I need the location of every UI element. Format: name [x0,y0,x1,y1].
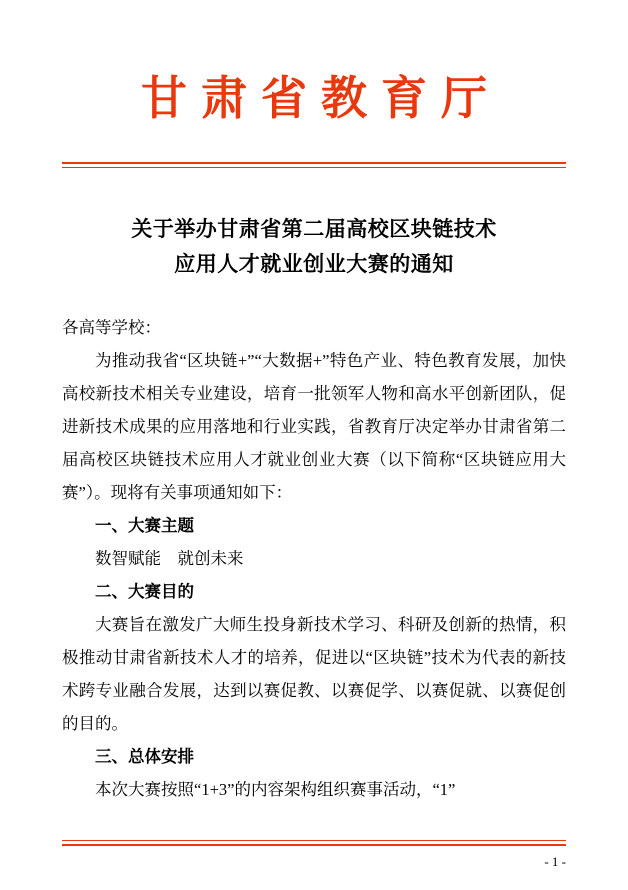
section-body-1: 数智赋能 就创未来 [95,549,244,569]
letterhead-organization: 甘肃省教育厅 [141,73,501,124]
header-divider-thin-line [62,167,566,168]
footer-divider-thin-line [62,840,566,841]
section-heading-3: 三、总体安排 [95,747,194,767]
section-heading-2: 二、大赛目的 [95,582,194,602]
section-heading-1: 一、大赛主题 [95,516,194,536]
salutation: 各高等学校： [62,318,161,338]
document-title-line-2: 应用人才就业创业大赛的通知 [174,251,454,276]
letterhead [62,0,566,128]
section-body-3: 本次大赛按照“1+3”的内容架构组织赛事活动，“1” [95,780,456,800]
document-title [62,212,566,281]
footer-divider [62,840,566,847]
intro-paragraph: 为推动我省“区块链+”“大数据+”特色产业、特色教育发展，加快高校新技术相关专业建设，培育一批领军人物和高水平创新团队，促进新技术成果的应用落地和行业实践，省教育厅决定举办甘肃省第二届高校区块链技术应用人才就业创业大赛（以下简称“区块链应用大赛”）。现将有关事项通知如下： [62,351,566,503]
page-number: - 1 - [544,854,566,869]
footer-divider-thick-line [62,844,566,847]
document-body [62,311,566,806]
document-title-line-1: 关于举办甘肃省第二届高校区块链技术 [131,217,497,241]
section-body-2: 大赛旨在激发广大师生投身新技术学习、科研及创新的热情，积极推动甘肃省新技术人才的培养，促进以“区块链”技术为代表的新技术跨专业融合发展，达到以赛促教、以赛促学、以赛促就、以赛促创的目的。 [62,615,566,734]
header-divider-thick-line [62,162,566,165]
header-divider [62,162,566,169]
